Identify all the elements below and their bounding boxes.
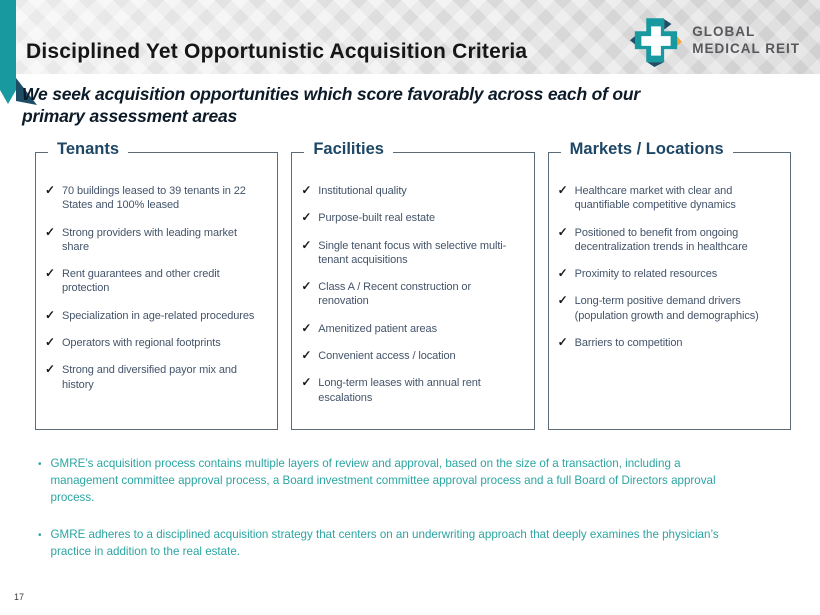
check-icon: ✓	[557, 183, 568, 197]
criteria-item-text: Purpose-built real estate	[318, 212, 436, 225]
criteria-item	[301, 322, 519, 336]
criteria-item	[558, 294, 776, 323]
criteria-box	[291, 140, 534, 430]
criteria-item	[301, 184, 519, 198]
criteria-item	[558, 336, 776, 350]
check-icon: ✓	[301, 375, 312, 390]
logo-text-line1: GLOBAL	[692, 24, 756, 40]
check-icon: ✓	[301, 183, 312, 197]
logo-text-line2: MEDICAL REIT	[692, 41, 800, 56]
criteria-item	[45, 226, 263, 255]
criteria-box-header: Facilities	[304, 140, 393, 159]
criteria-box-header: Markets / Locations	[561, 140, 733, 159]
check-icon: ✓	[557, 224, 568, 239]
check-icon: ✓	[45, 183, 55, 197]
criteria-item-text: 70 buildings leased to 39 tenants in 22 States and 100% leased	[61, 185, 246, 212]
company-logo	[630, 15, 800, 67]
criteria-item	[45, 267, 263, 296]
criteria-item	[45, 363, 263, 392]
check-icon: ✓	[45, 307, 55, 322]
criteria-item-text: Proximity to related resources	[574, 268, 718, 281]
criteria-item-text: Long-term positive demand drivers (population growth and demographics)	[574, 295, 759, 322]
subtitle-line1: We seek acquisition opportunities which score favorably across each of our	[22, 84, 640, 104]
criteria-item	[45, 309, 263, 323]
criteria-item-text: Strong providers with leading market share	[61, 226, 237, 253]
footnote-text: GMRE’s acquisition process contains multiple layers of review and approval, based on the size of a transaction, including a management committee approval process, a Board investment committee approval process and a full Board of Directors approval process.	[50, 457, 716, 504]
criteria-columns	[35, 140, 791, 430]
footnote-item	[38, 527, 750, 561]
footnotes	[38, 456, 750, 582]
criteria-item-text: Positioned to benefit from ongoing decentralization trends in healthcare	[574, 226, 748, 253]
bullet-icon: •	[38, 530, 42, 542]
check-icon: ✓	[557, 293, 568, 308]
check-icon: ✓	[45, 266, 55, 281]
criteria-item	[45, 184, 263, 213]
criteria-item-text: Long-term leases with annual rent escalations	[318, 377, 481, 404]
criteria-item	[301, 349, 519, 363]
criteria-item	[558, 267, 776, 281]
page-title: Disciplined Yet Opportunistic Acquisition Criteria	[26, 40, 528, 63]
criteria-item	[558, 184, 776, 213]
check-icon: ✓	[301, 237, 312, 252]
criteria-list	[292, 153, 533, 405]
criteria-item-text: Single tenant focus with selective multi-tenant acquisitions	[318, 239, 507, 266]
logo-text	[692, 24, 800, 58]
criteria-item-text: Healthcare market with clear and quantifiable competitive dynamics	[574, 185, 736, 212]
criteria-item-text: Class A / Recent construction or renovation	[318, 281, 472, 308]
footnote-text: GMRE adheres to a disciplined acquisition strategy that centers on an underwriting approach that deeply examines the physician’s practice in addition to the real estate.	[50, 528, 719, 559]
criteria-item	[45, 336, 263, 350]
criteria-item	[301, 280, 519, 309]
check-icon: ✓	[557, 335, 568, 350]
check-icon: ✓	[45, 224, 55, 239]
criteria-box	[35, 140, 278, 430]
criteria-box	[548, 140, 791, 430]
logo-mark-icon	[630, 15, 682, 67]
bullet-icon: •	[38, 459, 42, 470]
criteria-list	[549, 153, 790, 350]
check-icon: ✓	[557, 266, 568, 281]
subtitle-line2: primary assessment areas	[22, 105, 238, 126]
criteria-item-text: Operators with regional footprints	[61, 337, 221, 350]
check-icon: ✓	[301, 279, 312, 294]
criteria-item-text: Amenitized patient areas	[318, 322, 437, 335]
criteria-item	[301, 376, 519, 405]
check-icon: ✓	[45, 335, 55, 350]
criteria-item-text: Rent guarantees and other credit protection	[61, 268, 220, 295]
criteria-item-text: Strong and diversified payor mix and history	[61, 364, 237, 391]
check-icon: ✓	[301, 320, 312, 335]
check-icon: ✓	[301, 348, 312, 363]
criteria-item	[301, 239, 519, 268]
criteria-item-text: Institutional quality	[318, 185, 407, 197]
footnote-item	[38, 456, 750, 506]
slide-subtitle	[22, 84, 762, 128]
criteria-item	[558, 226, 776, 255]
check-icon: ✓	[301, 210, 312, 225]
criteria-item-text: Specialization in age-related procedures	[61, 309, 255, 322]
criteria-item-text: Convenient access / location	[318, 350, 456, 363]
criteria-item	[301, 211, 519, 225]
check-icon: ✓	[45, 362, 55, 377]
criteria-item-text: Barriers to competition	[574, 337, 683, 350]
criteria-list	[36, 153, 277, 392]
criteria-box-header: Tenants	[48, 140, 128, 159]
page-number: 17	[14, 592, 25, 602]
